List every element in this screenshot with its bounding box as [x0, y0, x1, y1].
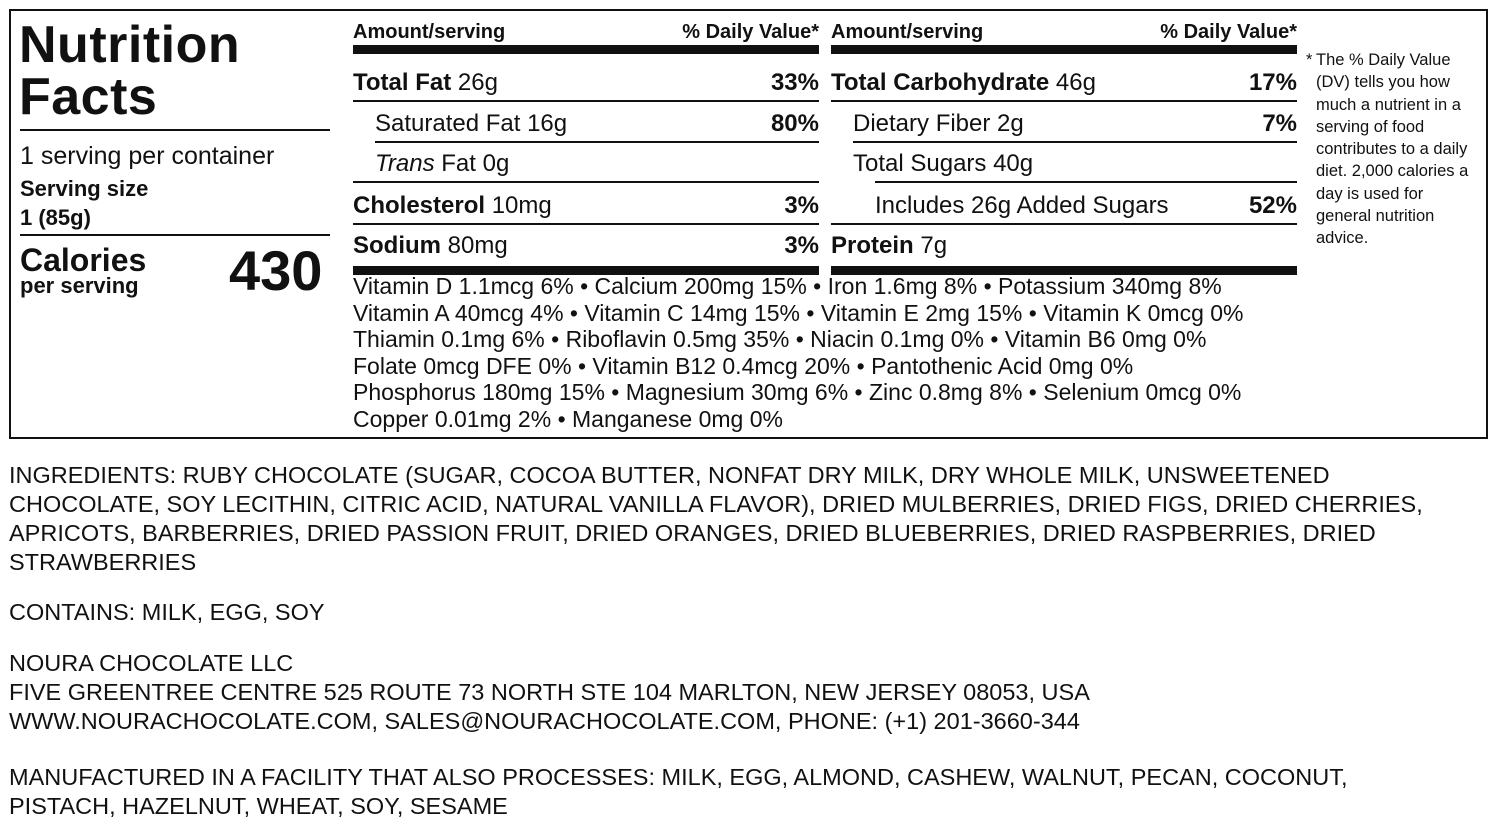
- nutrient-dv: 52%: [1248, 192, 1297, 219]
- nutrient-name: Cholesterol: [353, 192, 486, 219]
- row-trans-fat: [353, 142, 819, 182]
- ingredients-line: APRICOTS, BARBERRIES, DRIED PASSION FRUIT, DRIED ORANGES, DRIED BLUEBERRIES, DRIED RASPBERRIES, DRIED: [9, 520, 1376, 546]
- nutrient-table-right: [831, 19, 1297, 279]
- trans-italic: Trans: [375, 150, 435, 177]
- nutrient-name: Dietary Fiber 2g: [853, 110, 1024, 137]
- servings-per-container: 1 serving per container: [20, 142, 275, 170]
- serving-size: [20, 174, 148, 232]
- footnote-asterisk: *: [1306, 51, 1313, 69]
- nutrient-amount: 46g: [1055, 69, 1096, 96]
- vitamin-line: Copper 0.01mg 2% • Manganese 0mg 0%: [353, 405, 783, 432]
- nutrient-name: Includes 26g Added Sugars: [875, 192, 1169, 219]
- table-header: [831, 19, 1297, 45]
- nutrition-title: [19, 16, 241, 126]
- nutrient-name: Total Carbohydrate: [831, 69, 1050, 96]
- serving-size-label: Serving size: [20, 176, 149, 201]
- nutrient-name: Sodium: [353, 232, 441, 259]
- vitamin-line: Vitamin D 1.1mcg 6% • Calcium 200mg 15% • Iron 1.6mg 8% • Potassium 340mg 8%: [353, 273, 1222, 299]
- nutrient-name: Total Sugars 40g: [853, 150, 1034, 177]
- amount-header: Amount/serving: [353, 21, 506, 43]
- nutrient-name: Protein: [831, 232, 914, 259]
- nutrient-name: Total Fat: [353, 69, 452, 96]
- divider: [20, 234, 330, 236]
- company-name: NOURA CHOCOLATE LLC: [9, 650, 294, 676]
- row-cholesterol: [353, 184, 819, 224]
- calories-label: Calories: [20, 242, 147, 278]
- company-contact: WWW.NOURACHOCOLATE.COM, SALES@NOURACHOCOLATE.COM, PHONE: (+1) 201-3660-344: [9, 708, 1080, 734]
- row-sodium: [353, 224, 819, 264]
- nutrient-dv: 7%: [1262, 110, 1297, 137]
- nutrient-name: Saturated Fat 16g: [375, 110, 568, 137]
- table-header: [353, 19, 819, 45]
- nutrient-amount: 10mg: [491, 192, 552, 219]
- company-info: [9, 649, 1489, 736]
- row-protein: [831, 224, 1297, 264]
- facility-statement: [9, 763, 1489, 821]
- row-saturated-fat: [353, 102, 819, 142]
- row-rule: [353, 181, 819, 183]
- nutrient-amount: 80mg: [447, 232, 508, 259]
- nutrient-dv: 17%: [1248, 69, 1297, 96]
- nutrient-dv: 80%: [770, 110, 819, 137]
- calories-value: 430: [229, 239, 323, 302]
- nutrient-table-left: [353, 19, 819, 279]
- vitamin-line: Folate 0mcg DFE 0% • Vitamin B12 0.4mcg 20% • Pantothenic Acid 0mg 0%: [353, 352, 1134, 379]
- row-total-sugars: [831, 142, 1297, 182]
- contains-allergens: CONTAINS: MILK, EGG, SOY: [9, 599, 325, 625]
- facility-line: MANUFACTURED IN A FACILITY THAT ALSO PROCESSES: MILK, EGG, ALMOND, CASHEW, WALNUT, PECAN, COCONUT,: [9, 764, 1348, 790]
- nutrient-name: Fat 0g: [441, 150, 510, 177]
- thick-rule: [831, 45, 1297, 54]
- nutrient-dv: 3%: [784, 232, 819, 259]
- dv-header: % Daily Value*: [682, 21, 819, 43]
- title-word-1: Nutrition: [19, 16, 241, 74]
- nutrient-amount: 7g: [920, 232, 948, 259]
- row-dietary-fiber: [831, 102, 1297, 142]
- facility-line: PISTACH, HAZELNUT, WHEAT, SOY, SESAME: [9, 793, 508, 819]
- title-word-2: Facts: [19, 68, 158, 126]
- divider: [20, 129, 330, 131]
- vitamin-line: Phosphorus 180mg 15% • Magnesium 30mg 6% • Zinc 0.8mg 8% • Selenium 0mcg 0%: [353, 379, 1242, 405]
- nutrient-amount: 26g: [457, 69, 498, 96]
- ingredients-line: STRAWBERRIES: [9, 549, 197, 575]
- thick-rule: [353, 45, 819, 54]
- footnote-text: The % Daily Value (DV) tells you how much a nutrient in a serving of food contributes to a daily diet. 2,000 calories a day is used for general nutrition advice.: [1316, 51, 1469, 248]
- company-address: FIVE GREENTREE CENTRE 525 ROUTE 73 NORTH STE 104 MARLTON, NEW JERSEY 08053, USA: [9, 679, 1090, 705]
- row-total-fat: [353, 61, 819, 101]
- calories-sub: per serving: [20, 273, 139, 298]
- ingredients-line: CHOCOLATE, SOY LECITHIN, CITRIC ACID, NATURAL VANILLA FLAVOR), DRIED MULBERRIES, DRIED FIGS, DRIED CHERRIES,: [9, 491, 1423, 517]
- ingredients: [9, 461, 1489, 577]
- vitamin-line: Vitamin A 40mcg 4% • Vitamin C 14mg 15% • Vitamin E 2mg 15% • Vitamin K 0mcg 0%: [353, 299, 1244, 326]
- vitamin-line: Thiamin 0.1mg 6% • Riboflavin 0.5mg 35% • Niacin 0.1mg 0% • Vitamin B6 0mg 0%: [353, 326, 1207, 352]
- nutrient-dv: 3%: [784, 192, 819, 219]
- dv-header: % Daily Value*: [1160, 21, 1297, 43]
- nutrient-dv: 33%: [770, 69, 819, 96]
- row-total-carbohydrate: [831, 61, 1297, 101]
- row-added-sugars: [831, 184, 1297, 224]
- amount-header: Amount/serving: [831, 21, 984, 43]
- daily-value-footnote: [1306, 49, 1476, 250]
- row-rule: [875, 181, 1297, 183]
- serving-size-value: 1 (85g): [20, 205, 91, 230]
- nutrition-facts-panel: [9, 9, 1488, 439]
- ingredients-line: INGREDIENTS: RUBY CHOCOLATE (SUGAR, COCOA BUTTER, NONFAT DRY MILK, DRY WHOLE MILK, UNSWEETENED: [9, 462, 1330, 488]
- vitamins-minerals: [353, 273, 1244, 432]
